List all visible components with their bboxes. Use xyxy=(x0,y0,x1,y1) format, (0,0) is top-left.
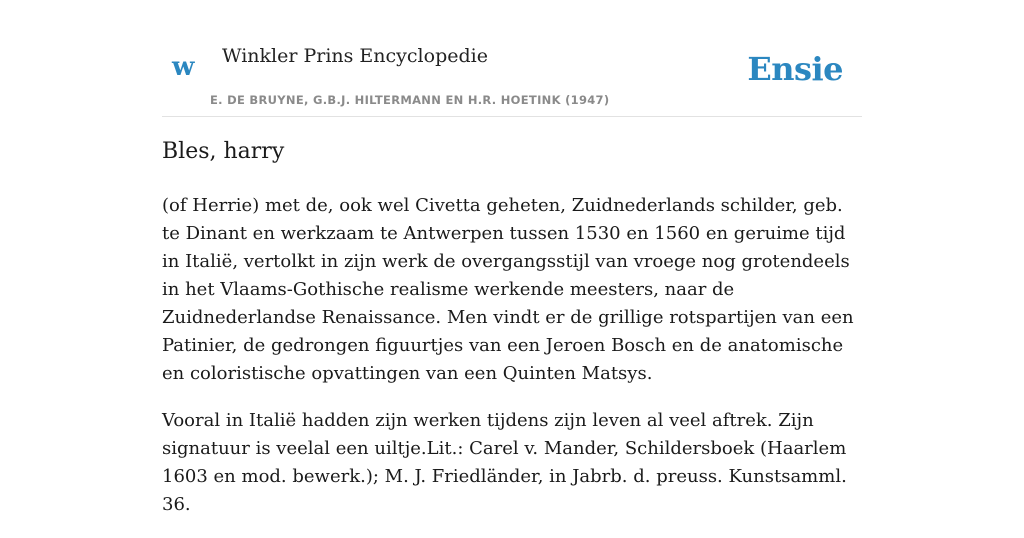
ensie-logo[interactable]: Ensie xyxy=(747,50,843,88)
book-title-link[interactable]: Winkler Prins Encyclopedie xyxy=(222,45,488,67)
book-logo[interactable]: w xyxy=(172,52,195,82)
entry-title: Bles, harry xyxy=(162,139,285,164)
entry-paragraph: Vooral in Italië hadden zijn werken tijdens zijn leven al veel aftrek. Zijn signatuur is veelal een uiltje.Lit.: Carel v. Mander, Schildersboek (Haarlem 1603 en mod. bewerk.); M. J. Friedländer, in Jabrb. d. preuss. Kunstsamml. 36. xyxy=(162,410,847,515)
book-authors: E. DE BRUYNE, G.B.J. HILTERMANN EN H.R. HOETINK (1947) xyxy=(210,93,610,107)
header xyxy=(162,0,862,117)
entry-body xyxy=(162,192,862,538)
page xyxy=(162,0,862,515)
entry-paragraph: (of Herrie) met de, ook wel Civetta geheten, Zuidnederlands schilder, geb. te Dinant en werkzaam te Antwerpen tussen 1530 en 1560 en geruime tijd in Italië, vertolkt in zijn werk de overgangsstijl van vroege nog grotendeels in het Vlaams-Gothische realisme werkende meesters, naar de Zuidnederlandse Renaissance. Men vindt er de grillige rotspartijen van een Patinier, de gedrongen figuurtjes van een Jeroen Bosch en de anatomische en coloristische opvattingen van een Quinten Matsys. xyxy=(162,195,854,384)
